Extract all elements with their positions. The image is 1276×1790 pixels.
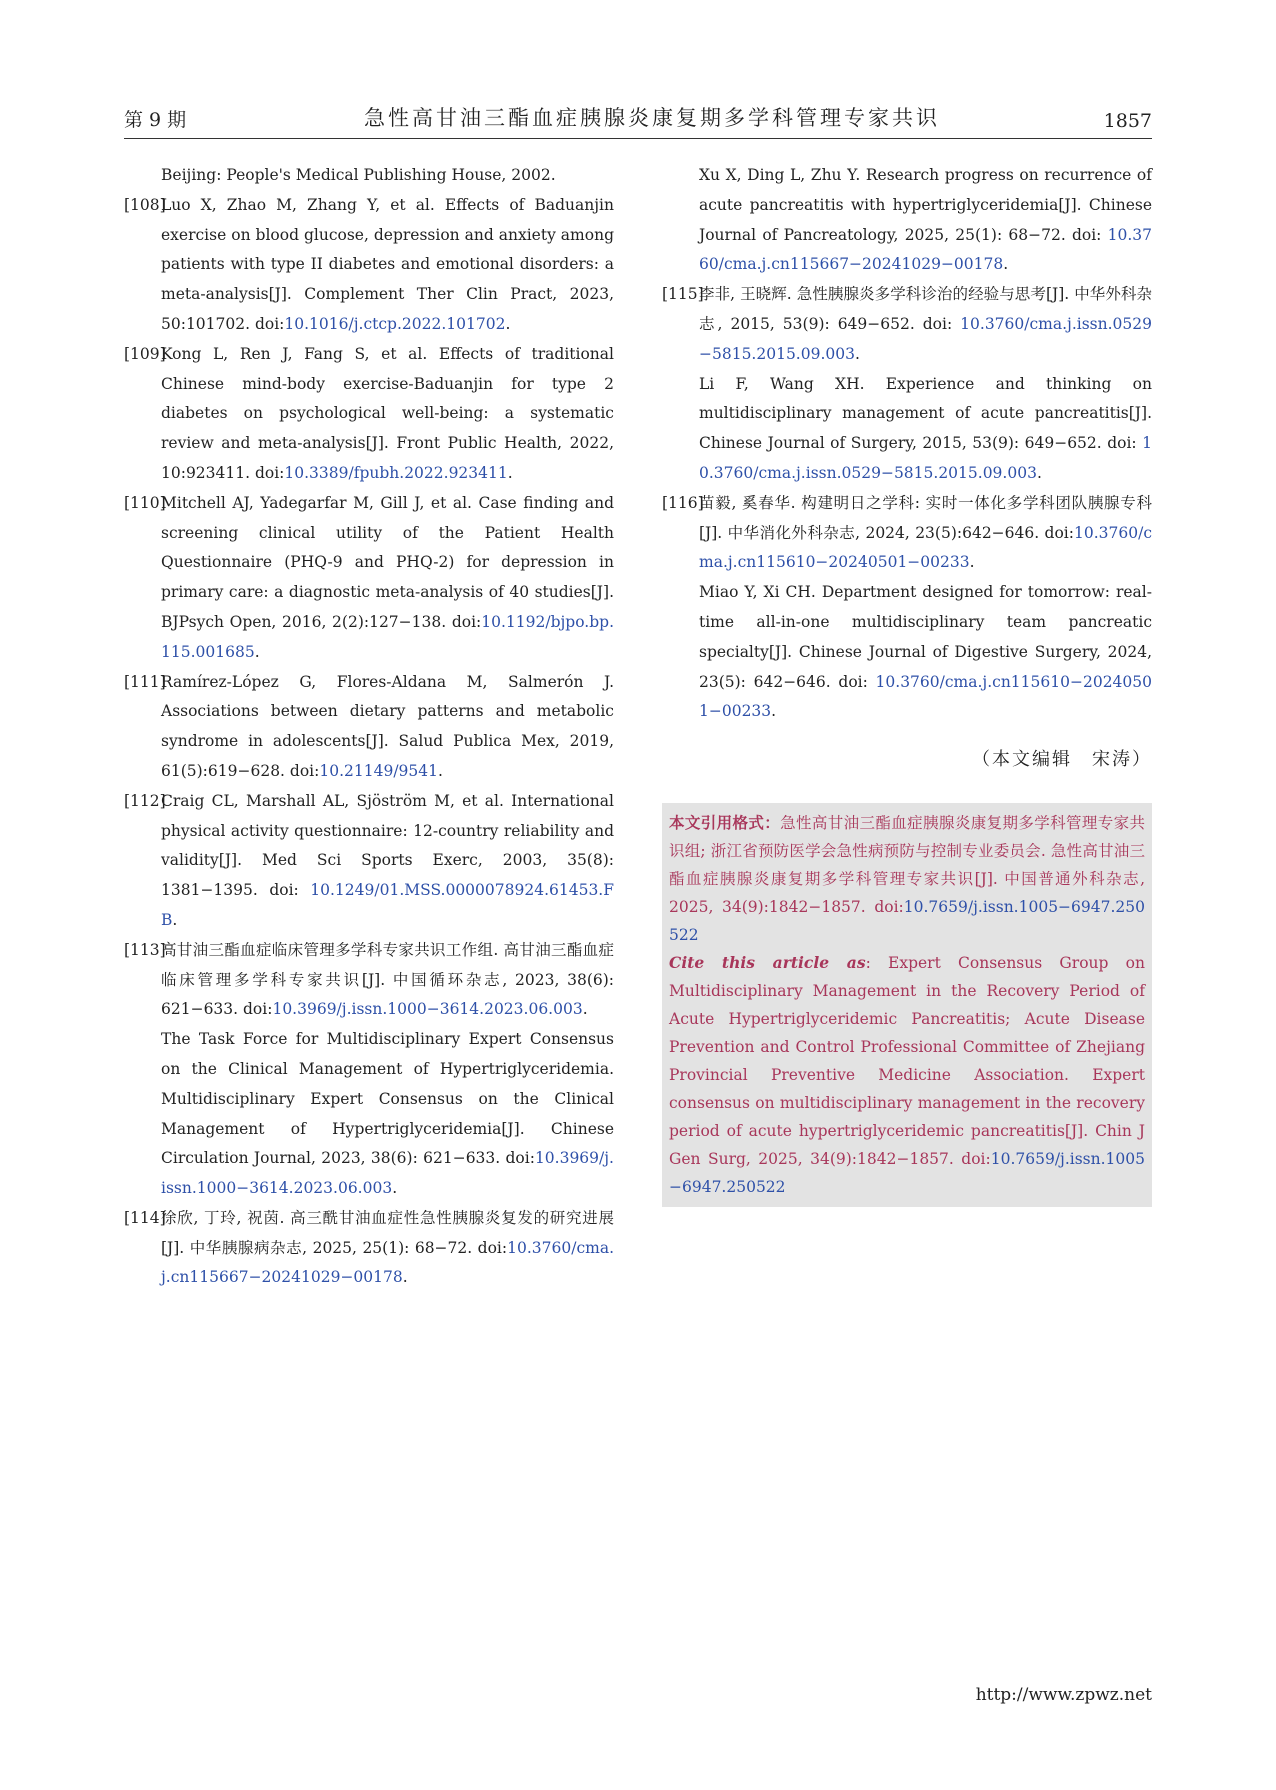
footer-url[interactable]: http://www.zpwz.net: [975, 1685, 1152, 1705]
running-header: [124, 104, 1152, 139]
reference-entry: [124, 340, 614, 489]
reference-end: .: [438, 761, 443, 780]
reference-entry: [124, 787, 614, 936]
reference-end: .: [505, 314, 511, 333]
citation-english: [669, 949, 1145, 1201]
doi-link[interactable]: 10.3760/cma.j.cn115610−20240501−00233: [699, 523, 1152, 572]
reference-number: [110]: [124, 493, 166, 512]
reference-text: The Task Force for Multidisciplinary Expert Consensus on the Clinical Management of Hypertriglyceridemia. Multidisciplinary Expert Consensus on the Clinical Management of Hypertriglyceridemia[J]. Chinese Circulation Journal, 2023, 38(6): 621−633. doi:: [161, 1030, 614, 1168]
citation-box: [662, 803, 1152, 1207]
reference-entry: [662, 280, 1152, 369]
reference-entry: [124, 1204, 614, 1293]
citation-en-doi-link[interactable]: 10.7659/j.issn.1005−6947.250522: [669, 1149, 1145, 1196]
doi-link[interactable]: 10.3760/cma.j.issn.0529−5815.2015.09.003: [699, 314, 1152, 363]
doi-link[interactable]: 10.3760/cma.j.cn115667−20241029−00178: [699, 225, 1152, 274]
reference-end: .: [172, 910, 178, 929]
reference-end: .: [1003, 255, 1009, 274]
reference-entry: [124, 668, 614, 787]
doi-link[interactable]: 10.1192/bjpo.bp.115.001685: [161, 612, 614, 661]
citation-en-text: : Expert Consensus Group on Multidisciplinary Management in the Recovery Period of Acute Hypertriglyceridemic Pancreatitis; Acute Disease Prevention and Control Professional Committee of Zhejiang Provincial Preventive Medicine Association. Expert consensus on multidisciplinary management in the recovery period of acute hypertriglyceridemic pancreatitis[J]. Chin J Gen Surg, 2025, 34(9):1842−1857. doi:: [669, 953, 1145, 1168]
reference-text: Craig CL, Marshall AL, Sjöström M, et al. International physical activity questionnaire: 12-country reliability and validity[J]. Med Sci Sports Exerc, 2003, 35(8): 1381−1395. doi:: [161, 791, 614, 900]
reference-text: Luo X, Zhao M, Zhang Y, et al. Effects of Baduanjin exercise on blood glucose, depression and anxiety among patients with type II diabetes and emotional disorders: a meta-analysis[J]. Complement Ther Clin Pract, 2023, 50:101702. doi:: [161, 195, 614, 333]
reference-entry: [124, 936, 614, 1025]
reference-number: [115]: [662, 285, 704, 304]
reference-text: Xu X, Ding L, Zhu Y. Research progress on recurrence of acute pancreatitis with hypertriglyceridemia[J]. Chinese Journal of Pancreatology, 2025, 25(1): 68−72. doi:: [699, 166, 1152, 244]
reference-number: [112]: [124, 791, 166, 810]
reference-entry: [124, 191, 614, 340]
citation-cn-doi-link[interactable]: 10.7659/j.issn.1005−6947.250522: [669, 897, 1145, 944]
reference-number: [114]: [124, 1208, 166, 1227]
reference-end: .: [854, 344, 860, 363]
reference-end: .: [402, 1268, 408, 1287]
reference-number: [113]: [124, 940, 166, 959]
reference-entry: [662, 578, 1152, 727]
right-reference-list: [662, 161, 1152, 727]
reference-text: 李非, 王晓辉. 急性胰腺炎多学科诊治的经验与思考[J]. 中华外科杂志, 2015, 53(9): 649−652. doi:: [699, 285, 1152, 333]
running-title: 急性高甘油三酯血症胰腺炎康复期多学科管理专家共识: [364, 106, 940, 130]
reference-number: [109]: [124, 344, 166, 363]
doi-link[interactable]: 10.3969/j.issn.1000−3614.2023.06.003: [272, 1000, 583, 1019]
reference-text: 徐欣, 丁玲, 祝茵. 高三酰甘油血症性急性胰腺炎复发的研究进展[J]. 中华胰腺病杂志, 2025, 25(1): 68−72. doi:: [161, 1208, 614, 1257]
citation-chinese: [669, 809, 1145, 949]
reference-end: .: [254, 642, 260, 661]
page-number: 1857: [1103, 110, 1152, 132]
reference-text: Mitchell AJ, Yadegarfar M, Gill J, et al. Case finding and screening clinical utility of the Patient Health Questionnaire (PHQ-9 and PHQ-2) for depression in primary care: a diagnostic meta-analysis of 40 studies[J]. BJPsych Open, 2016, 2(2):127−138. doi:: [161, 493, 614, 631]
reference-text: Ramírez-López G, Flores-Aldana M, Salmerón J. Associations between dietary patterns and metabolic syndrome in adolescents[J]. Salud Publica Mex, 2019, 61(5):619−628. doi:: [161, 672, 614, 780]
editor-note: （本文编辑 宋涛）: [972, 749, 1152, 771]
citation-en-label: Cite this article as: [669, 952, 866, 972]
reference-text: Li F, Wang XH. Experience and thinking on multidisciplinary management of acute pancreatitis[J]. Chinese Journal of Surgery, 2015, 53(9): 649−652. doi:: [699, 374, 1152, 453]
doi-link[interactable]: 10.21149/9541: [319, 761, 438, 780]
reference-number: [108]: [124, 195, 166, 214]
reference-text: 高甘油三酯血症临床管理多学科专家共识工作组. 高甘油三酯血症临床管理多学科专家共识[J]. 中国循环杂志, 2023, 38(6): 621−633. doi:: [161, 940, 614, 1019]
citation-cn-label: 本文引用格式：: [669, 812, 781, 832]
right-column: [662, 161, 1152, 1207]
doi-link[interactable]: 10.3760/cma.j.issn.0529−5815.2015.09.003: [699, 434, 1152, 482]
reference-text: Kong L, Ren J, Fang S, et al. Effects of traditional Chinese mind-body exercise-Baduanjin for type 2 diabetes on psychological well-being: a systematic review and meta-analysis[J]. Front Public Health, 2022, 10:923411. doi:: [161, 344, 614, 482]
reference-continuation: Beijing: People's Medical Publishing House, 2002.: [161, 166, 556, 184]
left-reference-list: [124, 191, 614, 1293]
doi-link[interactable]: 10.3969/j.issn.1000−3614.2023.06.003: [161, 1149, 614, 1198]
reference-end: .: [969, 553, 975, 572]
reference-entry: [124, 489, 614, 668]
doi-link[interactable]: 10.1249/01.MSS.0000078924.61453.FB: [161, 881, 614, 929]
reference-entry: [662, 161, 1152, 280]
reference-end: .: [392, 1179, 398, 1198]
doi-link[interactable]: 10.3389/fpubh.2022.923411: [284, 463, 508, 482]
citation-cn-text: 急性高甘油三酯血症胰腺炎康复期多学科管理专家共识组; 浙江省预防医学会急性病预防与控制专业委员会. 急性高甘油三酯血症胰腺炎康复期多学科管理专家共识[J]. 中国普通外科杂志, 2025, 34(9):1842−1857. doi:: [669, 813, 1145, 916]
doi-link[interactable]: 10.1016/j.ctcp.2022.101702: [284, 314, 506, 333]
reference-text: Miao Y, Xi CH. Department designed for tomorrow: real-time all-in-one multidisciplinary team pancreatic specialty[J]. Chinese Journal of Digestive Surgery, 2024, 23(5): 642−646. doi:: [699, 583, 1152, 691]
reference-end: .: [771, 702, 777, 721]
reference-text: 苗毅, 奚春华. 构建明日之学科: 实时一体化多学科团队胰腺专科[J]. 中华消化外科杂志, 2024, 23(5):642−646. doi:: [699, 493, 1152, 542]
reference-entry: [662, 489, 1152, 578]
reference-entry: [662, 370, 1152, 489]
issue-number: 第 9 期: [124, 109, 187, 131]
reference-entry: [124, 1025, 614, 1204]
doi-link[interactable]: 10.3760/cma.j.cn115667−20241029−00178: [161, 1238, 614, 1287]
reference-number: [116]: [662, 493, 704, 512]
reference-end: .: [1036, 463, 1042, 482]
reference-end: .: [507, 463, 513, 482]
reference-end: .: [582, 1000, 588, 1019]
doi-link[interactable]: 10.3760/cma.j.cn115610−20240501−00233: [699, 672, 1152, 721]
reference-number: [111]: [124, 672, 166, 691]
left-column: [124, 161, 614, 1293]
